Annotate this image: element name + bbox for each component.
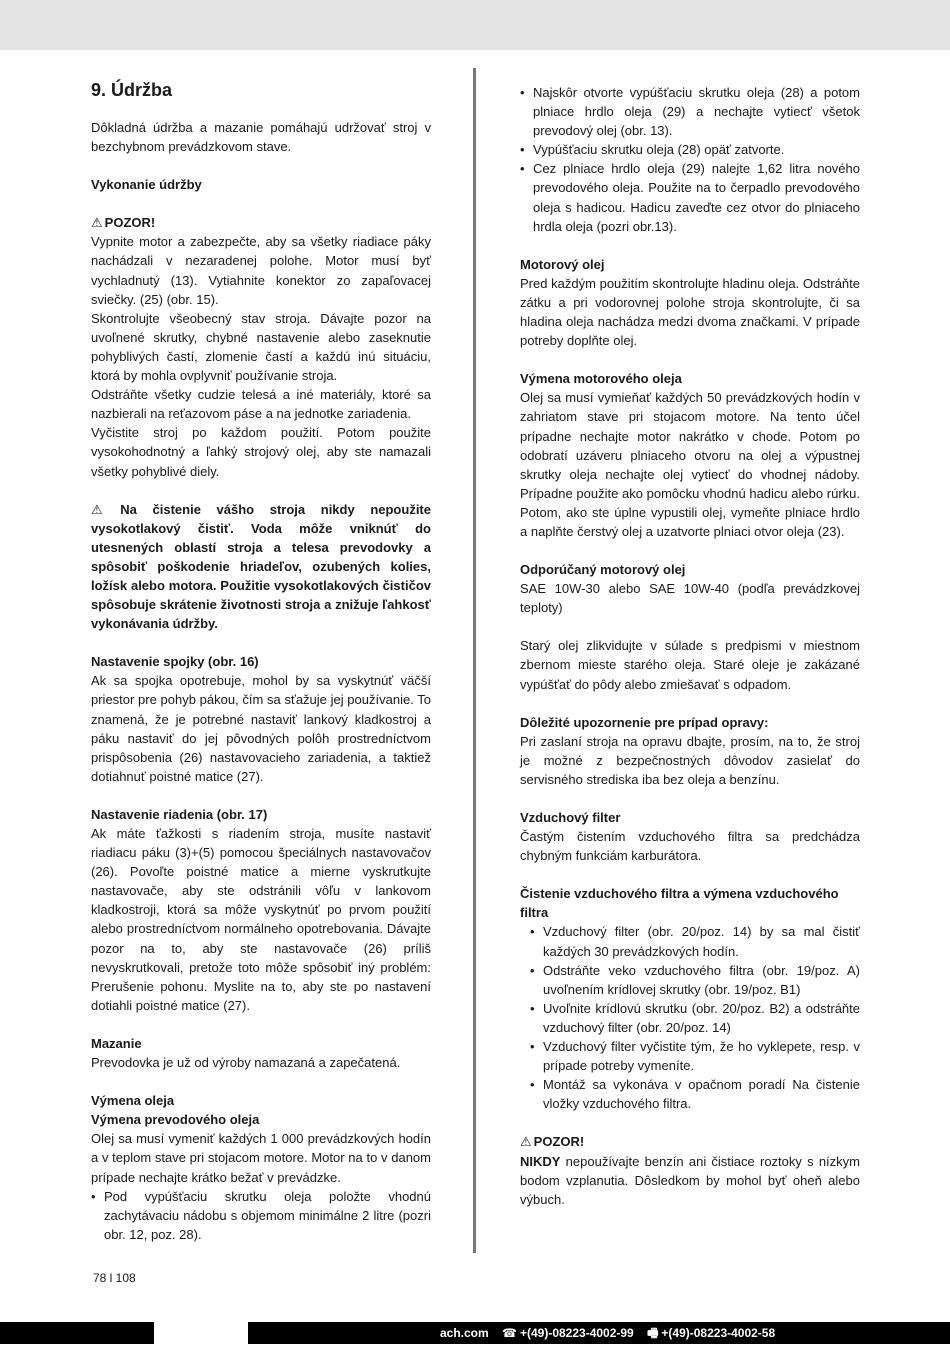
pozor-text-4: Vyčistite stroj po každom použití. Potom použite vysokohodnotný a ľahký strojový olej, aby ste namazali všetky pohyblivé diely. xyxy=(91,425,431,479)
motorovy-heading: Motorový olej xyxy=(520,256,605,272)
fax-icon: 🖷 xyxy=(647,1326,659,1340)
odporucany-text: SAE 10W-30 alebo SAE 10W-40 (podľa prevádzkovej teploty) xyxy=(520,581,860,616)
mazanie-heading: Mazanie xyxy=(91,1035,142,1051)
stary-olej-text: Starý olej zlikvidujte v súlade s predpismi v miestnom zbernom mieste starého oleja. Staré oleje je zakázané vypúšťať do pôdy alebo zmiešavať s odpadom. xyxy=(520,638,860,692)
list-item: • Montáž sa vykonáva v opačnom poradí Na čistenie vložky vzduchového filtra. xyxy=(530,1075,860,1113)
vymena-prevodoveho-text: Olej sa musí vymeniť každých 1 000 prevádzkových hodín a v teplom stave pri stojacom motore. Motor na to v danom prípade nechajte krátko bežať v prevádzke. xyxy=(91,1131,431,1185)
footer-gap xyxy=(154,1322,248,1344)
section-heading: 9. Údržba xyxy=(91,80,173,100)
intro-text: Dôkladná údržba a mazanie pomáhajú udržovať stroj v bezchybnom prevádzkovom stave. xyxy=(91,120,431,155)
pozor-text-1: Vypnite motor a zabezpečte, aby sa všetky riadiace páky nachádzali v nezaradenej polohe. Motor musí byť vychladnutý (13). Vytiahnite konektor zo zapaľovacej sviečky. (25) (obr. 15). xyxy=(91,234,431,307)
list-item: • Vypúšťaciu skrutku oleja (28) opäť zatvorte. xyxy=(520,140,860,159)
vymena-motoroveho-heading: Výmena motorového oleja xyxy=(520,371,682,387)
mazanie-text: Prevodovka je už od výroby namazaná a zapečatená. xyxy=(91,1055,401,1071)
vzduch-heading: Vzduchový filter xyxy=(520,810,621,825)
vykonanie-heading: Vykonanie údržby xyxy=(91,177,202,193)
warning-triangle-icon: ⚠ xyxy=(91,501,103,517)
vymena-prevodoveho-heading: Výmena prevodového oleja xyxy=(91,1112,260,1128)
riadenie-text: Ak máte ťažkosti s riadením stroja, musíte nastaviť riadiacu páku (3)+(5) pomocou špeciálnych nastavovačov (26). Povoľte poistné matice a mierne vyskrutkujte nastavovače, aby ste odstránili vôľu v lankovom kladkostroji, ktorá sa môže vyskytnúť po prvom použití alebo prostredníctvom normálneho opotrebovania. Dávajte pozor na to, aby ste nastavovače (26) príliš nevyskrutkovali, pretože toto môže spôsobiť iný problém: Prerušenie pohonu. Myslite na to, aby ste po nastavení dotiahli poistné matice (27). xyxy=(91,826,431,1013)
odporucany-heading: Odporúčaný motorový olej xyxy=(520,562,686,578)
nikdy-warning-text: NIKDY nepoužívajte benzín ani čistiace roztoky s nízkym bodom vzplanutia. Dôsledkom by mohol byť oheň alebo výbuch. xyxy=(520,1153,860,1207)
list-item: • Odstráňte veko vzduchového filtra (obr. 19/poz. A) uvoľnením krídlovej skrutky (obr. 19/poz. B1) xyxy=(530,961,860,999)
vymena-motoroveho-text: Olej sa musí vymieňať každých 50 prevádzkových hodín v zahriatom stave pri stojacom motore. Na tento účel prípadne nechajte motor nakrátko v chode. Potom po odobratí uzáveru plniaceho otvoru na olej a výpustnej skrutky oleja nechajte olej vytiecť do vhodnej nádoby. Prípadne použite ako pomôcku vhodnú hadicu alebo rúrku. Potom, ako ste úplne vypustili olej, vymeňte plniace hrdlo a naplňte čerstvý olej a uzatvorte plniaci otvor oleja (23). xyxy=(520,390,860,539)
footer-fax: +(49)-08223-4002-58 xyxy=(661,1326,776,1340)
dolezite-heading: Dôležité upozornenie pre prípad opravy: xyxy=(520,714,769,730)
pozor-warning-heading-2: ⚠ POZOR! xyxy=(520,1132,860,1151)
pozor-text-3: Odstráňte všetky cudzie telesá a iné materiály, ktoré sa nazbierali na reťazovom páse a na jednotke zariadenia. xyxy=(91,387,431,422)
left-column xyxy=(91,74,431,1244)
footer-website[interactable]: ach.com xyxy=(440,1326,489,1340)
list-item: • Cez plniace hrdlo oleja (29) nalejte 1,62 litra nového prevodového oleja. Použite na to čerpadlo prevodového oleja s hadicou. Hadicu zaveďte cez otvor do plniaceho hrdla oleja (pozri obr.13). xyxy=(520,159,860,235)
page-number: 78 l 108 xyxy=(93,1271,136,1285)
right-column xyxy=(520,83,860,1209)
warning-triangle-icon: ⚠ xyxy=(91,215,103,231)
list-item: • Vzduchový filter (obr. 20/poz. 14) by sa mal čistiť každých 30 prevádzkových hodín. xyxy=(530,922,860,960)
top-bar xyxy=(0,0,950,50)
cistenie-filtra-heading: Čistenie vzduchového filtra a výmena vzduchového filtra xyxy=(520,886,839,921)
list-item: • Uvoľnite krídlovú skrutku (obr. 20/poz. B2) a odstráňte vzduchový filter (obr. 20/poz. 14) xyxy=(530,999,860,1037)
list-item: • Najskôr otvorte vypúšťaciu skrutku oleja (28) a potom plniace hrdlo oleja (29) a nechajte vytiecť všetok prevodový olej (obr. 13). xyxy=(520,83,860,140)
riadenie-heading: Nastavenie riadenia (obr. 17) xyxy=(91,806,268,822)
footer-phone: +(49)-08223-4002-99 xyxy=(519,1326,634,1340)
warning-triangle-icon: ⚠ xyxy=(520,1134,532,1150)
vymena-oleja-heading: Výmena oleja xyxy=(91,1093,175,1109)
dolezite-text: Pri zaslaní stroja na opravu dbajte, prosím, na to, že stroj je možné z bezpečnostných dôvodov zasielať do servisného strediska iba bez oleja a benzínu. xyxy=(520,733,860,787)
motorovy-text: Pred každým použitím skontrolujte hladinu oleja. Odstráňte zátku a pri vodorovnej polohe stroja skontrolujte, či sa hladina oleja nachádza medzi dvoma značkami. V prípade potreby doplňte olej. xyxy=(520,275,860,349)
footer-contact xyxy=(440,1322,785,1344)
phone-icon: ☎ xyxy=(502,1326,517,1340)
column-divider xyxy=(473,68,476,1253)
pozor-text-2: Skontrolujte všeobecný stav stroja. Dávajte pozor na uvoľnené skrutky, chybné nastavenie alebo zaseknutie pohyblivých častí, zlomenie častí a každú inú situáciu, ktorá by mohla ovplyvniť používanie stroja. xyxy=(91,310,431,384)
spojka-heading: Nastavenie spojky (obr. 16) xyxy=(91,654,259,670)
spojka-text: Ak sa spojka opotrebuje, mohol by sa vyskytnúť väčší priestor pre pohyb pákou, čím sa sťažuje jej používanie. To znamená, že je potrebné nastaviť lankový kladkostroj a páku nastaviť do jej pôvodných polôh prostredníctvom prispôsobenia (26) nastavovacieho zariadenia, a taktiež dotiahnuť poistné matice (27). xyxy=(91,673,431,784)
pozor-warning-heading: ⚠ POZOR! xyxy=(91,213,431,232)
list-item: • Pod vypúšťaciu skrutku oleja položte vhodnú zachytávaciu nádobu s objemom minimálne 2 litre (pozri obr. 12, poz. 28). xyxy=(91,1187,431,1244)
vzduch-text: Častým čistením vzduchového filtra sa predchádza chybným funkciám karburátora. xyxy=(520,829,860,864)
cleaning-warning: ⚠ Na čistenie vášho stroja nikdy nepoužite vysokotlakový čistiť. Voda môže vniknúť do utesnených oblastí stroja a telesa prevodovky a spôsobiť poškodenie hriadeľov, ozubených kolies, ložísk alebo motora. Použitie vysokotlakových čističov spôsobuje skrátenie životnosti stroja a znižuje ľahkosť vykonávania údržby. xyxy=(91,501,431,632)
list-item: • Vzduchový filter vyčistite tým, že ho vyklepete, resp. v prípade potreby vymeníte. xyxy=(530,1037,860,1075)
